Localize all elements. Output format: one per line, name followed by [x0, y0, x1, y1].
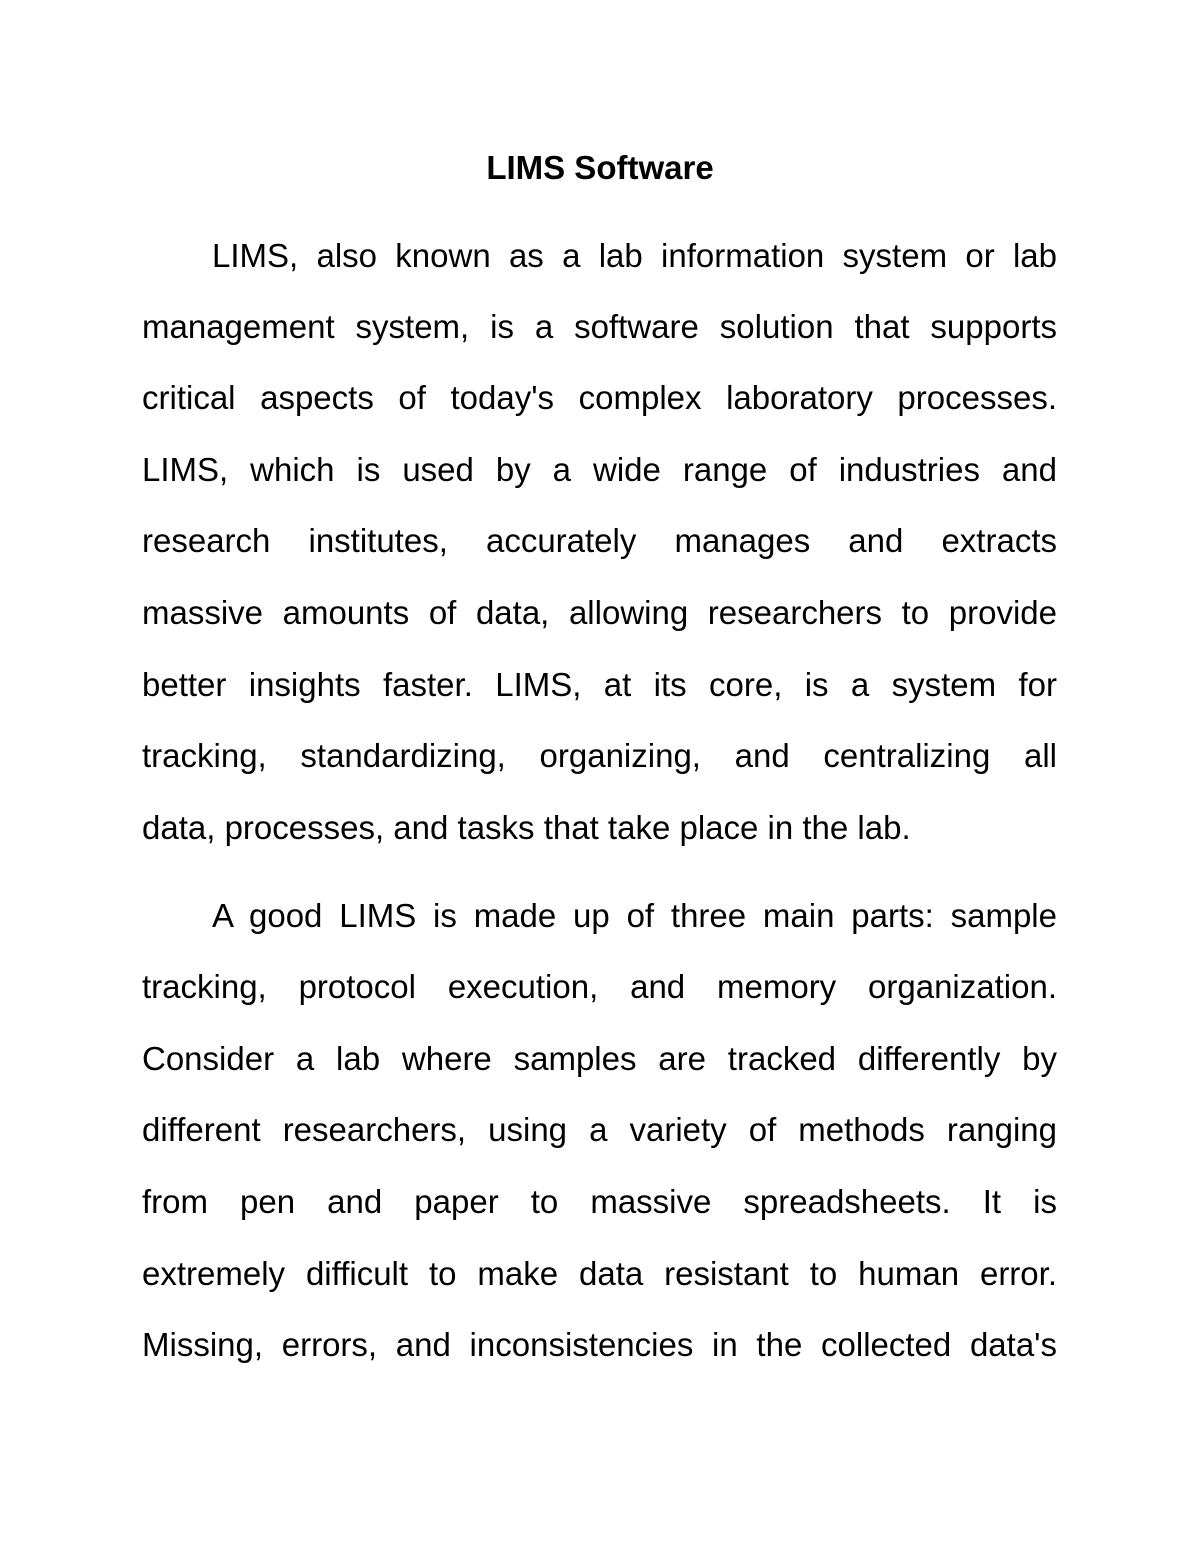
- paragraph-line: management system, is a software solution that supports: [142, 308, 1057, 345]
- paragraph-line: critical aspects of today's complex laboratory processes.: [142, 379, 1057, 416]
- paragraph-line: different researchers, using a variety of methods ranging: [142, 1111, 1057, 1148]
- paragraph-line: Missing, errors, and inconsistencies in the collected data's: [142, 1326, 1057, 1363]
- paragraph-line: better insights faster. LIMS, at its core, is a system for: [142, 666, 1057, 703]
- paragraph-line: massive amounts of data, allowing researchers to provide: [142, 594, 1057, 631]
- paragraph-line: LIMS, also known as a lab information system or lab: [212, 237, 1057, 274]
- paragraph-line: from pen and paper to massive spreadsheets. It is: [142, 1183, 1057, 1220]
- paragraph-line: Consider a lab where samples are tracked differently by: [142, 1040, 1057, 1077]
- paragraph-line: research institutes, accurately manages and extracts: [142, 522, 1057, 559]
- paragraph-line: extremely difficult to make data resistant to human error.: [142, 1255, 1057, 1292]
- paragraph-line: A good LIMS is made up of three main parts: sample: [212, 897, 1057, 934]
- paragraph-line: data, processes, and tasks that take place in the lab.: [142, 809, 911, 846]
- paragraph-line: tracking, protocol execution, and memory organization.: [142, 968, 1057, 1005]
- paragraph-line: LIMS, which is used by a wide range of industries and: [142, 451, 1057, 488]
- paragraph-line: tracking, standardizing, organizing, and centralizing all: [142, 737, 1057, 774]
- document-title: LIMS Software: [486, 149, 714, 186]
